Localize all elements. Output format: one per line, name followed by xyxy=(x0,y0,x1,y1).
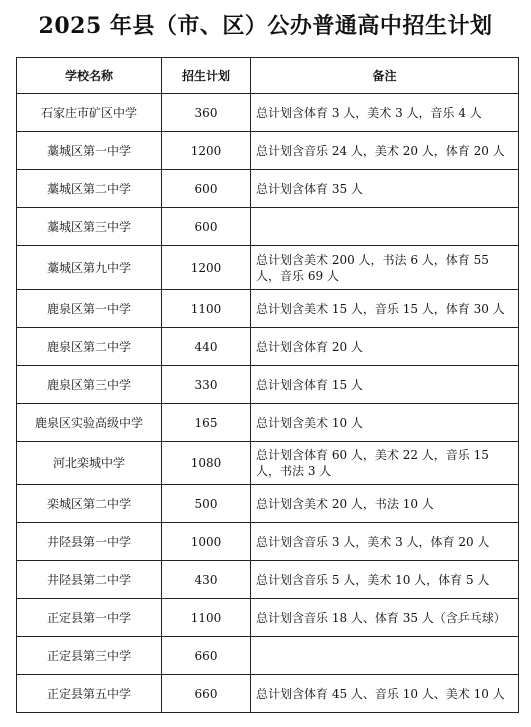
table-row xyxy=(17,485,519,523)
table-row xyxy=(17,637,519,675)
table-row xyxy=(17,404,519,442)
school-name-cell: 鹿泉区实验高级中学 xyxy=(17,404,162,442)
school-name-cell: 井陉县第一中学 xyxy=(17,523,162,561)
column-header-plan: 招生计划 xyxy=(162,58,251,94)
note-cell: 总计划含美术 10 人 xyxy=(251,404,519,442)
table-header-row xyxy=(17,58,519,94)
note-cell: 总计划含音乐 24 人，美术 20 人，体育 20 人 xyxy=(251,132,519,170)
enrollment-plan-cell: 660 xyxy=(162,675,251,713)
enrollment-plan-cell: 600 xyxy=(162,170,251,208)
school-name-cell: 河北栾城中学 xyxy=(17,442,162,485)
table-row xyxy=(17,442,519,485)
table-row xyxy=(17,132,519,170)
school-name-cell: 藁城区第九中学 xyxy=(17,246,162,290)
table-row xyxy=(17,366,519,404)
school-name-cell: 石家庄市矿区中学 xyxy=(17,94,162,132)
school-name-cell: 鹿泉区第二中学 xyxy=(17,328,162,366)
table-row xyxy=(17,599,519,637)
note-cell: 总计划含美术 20 人，书法 10 人 xyxy=(251,485,519,523)
column-header-school: 学校名称 xyxy=(17,58,162,94)
enrollment-plan-cell: 1200 xyxy=(162,246,251,290)
enrollment-plan-table xyxy=(16,57,519,713)
note-cell: 总计划含体育 20 人 xyxy=(251,328,519,366)
enrollment-plan-cell: 1100 xyxy=(162,290,251,328)
school-name-cell: 藁城区第三中学 xyxy=(17,208,162,246)
enrollment-plan-cell: 430 xyxy=(162,561,251,599)
enrollment-plan-cell: 1200 xyxy=(162,132,251,170)
table-row xyxy=(17,246,519,290)
table-row xyxy=(17,675,519,713)
enrollment-plan-cell: 440 xyxy=(162,328,251,366)
note-cell: 总计划含音乐 3 人，美术 3 人，体育 20 人 xyxy=(251,523,519,561)
table-row xyxy=(17,208,519,246)
note-cell: 总计划含美术 200 人，书法 6 人，体育 55 人，音乐 69 人 xyxy=(251,246,519,290)
note-cell: 总计划含音乐 5 人，美术 10 人，体育 5 人 xyxy=(251,561,519,599)
school-name-cell: 藁城区第二中学 xyxy=(17,170,162,208)
school-name-cell: 鹿泉区第一中学 xyxy=(17,290,162,328)
table-row xyxy=(17,328,519,366)
column-header-note: 备注 xyxy=(251,58,519,94)
note-cell: 总计划含体育 15 人 xyxy=(251,366,519,404)
note-cell: 总计划含体育 35 人 xyxy=(251,170,519,208)
table-row xyxy=(17,561,519,599)
enrollment-plan-cell: 330 xyxy=(162,366,251,404)
note-cell: 总计划含体育 3 人，美术 3 人，音乐 4 人 xyxy=(251,94,519,132)
table-row xyxy=(17,94,519,132)
document-title: 2025 年县（市、区）公办普通高中招生计划 xyxy=(38,13,493,39)
school-name-cell: 正定县第三中学 xyxy=(17,637,162,675)
table-row xyxy=(17,170,519,208)
enrollment-plan-cell: 500 xyxy=(162,485,251,523)
school-name-cell: 正定县第一中学 xyxy=(17,599,162,637)
enrollment-plan-cell: 360 xyxy=(162,94,251,132)
note-cell: 总计划含体育 60 人，美术 22 人，音乐 15 人，书法 3 人 xyxy=(251,442,519,485)
enrollment-plan-cell: 660 xyxy=(162,637,251,675)
enrollment-plan-cell: 1000 xyxy=(162,523,251,561)
note-cell: 总计划含体育 45 人、音乐 10 人、美术 10 人 xyxy=(251,675,519,713)
table-row xyxy=(17,290,519,328)
school-name-cell: 鹿泉区第三中学 xyxy=(17,366,162,404)
enrollment-plan-cell: 1080 xyxy=(162,442,251,485)
table-row xyxy=(17,523,519,561)
note-cell xyxy=(251,208,519,246)
note-cell: 总计划含美术 15 人，音乐 15 人，体育 30 人 xyxy=(251,290,519,328)
enrollment-plan-cell: 600 xyxy=(162,208,251,246)
school-name-cell: 井陉县第二中学 xyxy=(17,561,162,599)
enrollment-plan-cell: 1100 xyxy=(162,599,251,637)
note-cell xyxy=(251,637,519,675)
table-body xyxy=(17,94,519,713)
school-name-cell: 藁城区第一中学 xyxy=(17,132,162,170)
note-cell: 总计划含音乐 18 人、体育 35 人（含乒乓球） xyxy=(251,599,519,637)
school-name-cell: 栾城区第二中学 xyxy=(17,485,162,523)
school-name-cell: 正定县第五中学 xyxy=(17,675,162,713)
enrollment-plan-cell: 165 xyxy=(162,404,251,442)
